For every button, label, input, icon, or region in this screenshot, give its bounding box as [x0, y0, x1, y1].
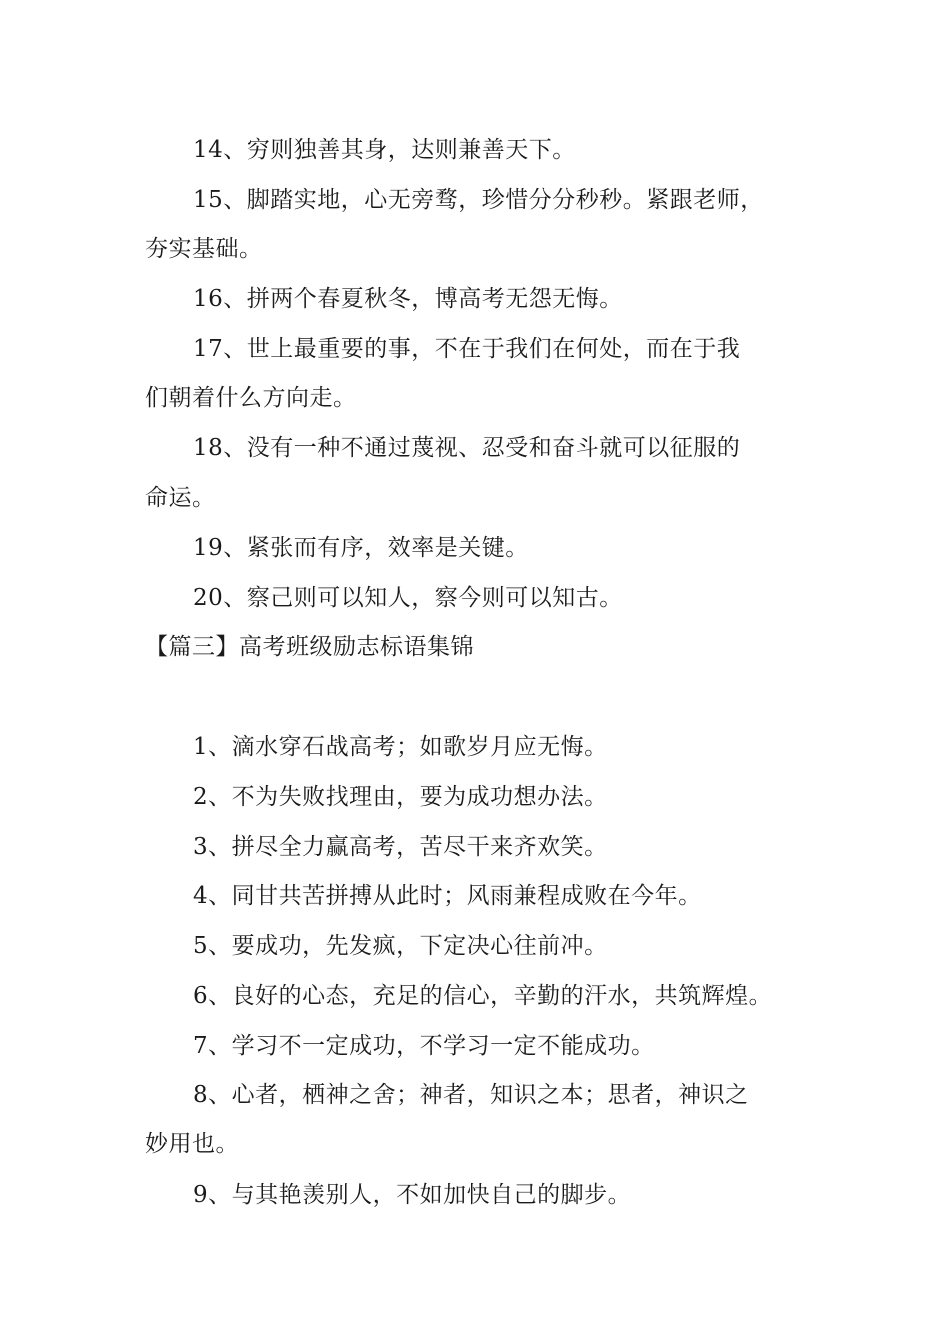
section-heading: 【篇三】高考班级励志标语集锦 — [145, 634, 474, 660]
slogan-8: 8、心者，栖神之舍；神者，知识之本；思者，神识之 — [193, 1082, 749, 1108]
quote-17: 17、世上最重要的事，不在于我们在何处，而在于我 — [193, 336, 741, 362]
quote-15-continuation: 夯实基础。 — [145, 236, 263, 262]
slogan-6: 6、良好的心态，充足的信心，辛勤的汗水，共筑辉煌。 — [193, 983, 773, 1009]
quote-18-continuation: 命运。 — [145, 485, 216, 511]
slogan-3: 3、拼尽全力赢高考，苦尽干来齐欢笑。 — [193, 834, 608, 860]
quote-15: 15、脚踏实地，心无旁骛，珍惜分分秒秒。紧跟老师， — [193, 187, 764, 213]
slogan-5: 5、要成功，先发疯，下定决心往前冲。 — [193, 933, 608, 959]
slogan-2: 2、不为失败找理由，要为成功想办法。 — [193, 784, 608, 810]
slogan-1: 1、滴水穿石战高考；如歌岁月应无悔。 — [193, 734, 608, 760]
quote-18: 18、没有一种不通过蔑视、忍受和奋斗就可以征服的 — [193, 435, 741, 461]
slogan-7: 7、学习不一定成功，不学习一定不能成功。 — [193, 1033, 655, 1059]
quote-14: 14、穷则独善其身，达则兼善天下。 — [193, 137, 576, 163]
quote-20: 20、察己则可以知人，察今则可以知古。 — [193, 585, 623, 611]
quote-17-continuation: 们朝着什么方向走。 — [145, 385, 357, 411]
slogan-4: 4、同甘共苦拼搏从此时；风雨兼程成败在今年。 — [193, 883, 702, 909]
quote-19: 19、紧张而有序，效率是关键。 — [193, 535, 529, 561]
slogan-9: 9、与其艳羡别人，不如加快自己的脚步。 — [193, 1182, 632, 1208]
slogan-8-continuation: 妙用也。 — [145, 1131, 239, 1157]
quote-16: 16、拼两个春夏秋冬，博高考无怨无悔。 — [193, 286, 623, 312]
